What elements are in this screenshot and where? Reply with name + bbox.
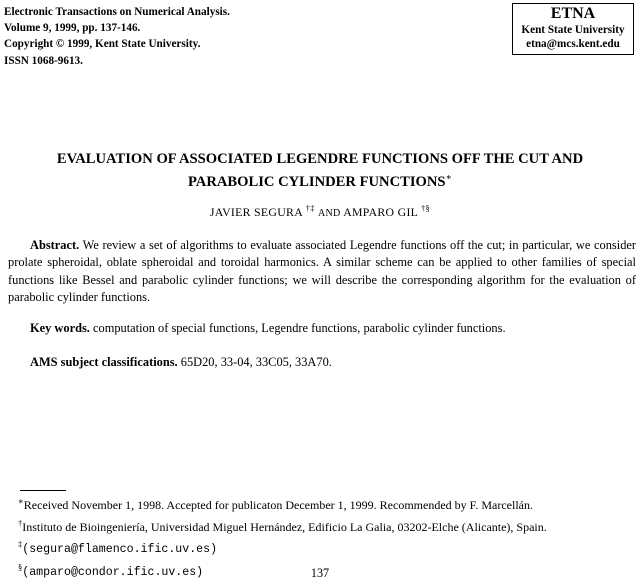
ams-text: 65D20, 33-04, 33C05, 33A70. <box>180 355 332 369</box>
authors <box>0 203 640 220</box>
abstract <box>8 237 636 307</box>
ams-label: AMS subject classifications. <box>30 355 178 369</box>
footnote-email-segura <box>18 536 547 559</box>
footnote-email-gil-mark: § <box>18 561 23 572</box>
authors-and: AND <box>318 207 341 219</box>
paper-title-line1: EVALUATION OF ASSOCIATED LEGENDRE FUNCTIONS OFF THE CUT AND <box>56 151 584 167</box>
keywords-text: computation of special functions, Legendre functions, parabolic cylinder functions. <box>93 321 506 335</box>
footnote-institute <box>18 515 547 537</box>
author-segura: JAVIER SEGURA <box>209 204 303 219</box>
etna-university: Kent State University <box>521 24 625 36</box>
journal-copyright: Copyright © 1999, Kent State University. <box>4 38 201 51</box>
author-segura-marks: †‡ <box>305 203 315 213</box>
email-gil: (amparo@condor.ific.uv.es) <box>22 565 204 579</box>
footnote-received-text: Received November 1, 1998. Accepted for publicaton December 1, 1999. Recommended by F. Marcellán. <box>23 498 533 512</box>
author-gil: AMPARO GIL <box>343 204 418 219</box>
email-segura: (segura@flamenco.ific.uv.es) <box>22 543 218 557</box>
journal-info <box>4 4 230 69</box>
keywords <box>8 320 636 337</box>
author-gil-marks: †§ <box>421 203 431 213</box>
keywords-label: Key words. <box>30 321 90 335</box>
paper-title-line2 <box>0 169 640 192</box>
title-footnote-mark: ∗ <box>445 173 453 183</box>
footnote-received <box>18 493 547 515</box>
etna-box <box>512 3 634 55</box>
abstract-text: We review a set of algorithms to evaluate associated Legendre functions off the cut; in particular, we consider prolate spheroidal, oblate spheroidal and toroidal harmonics. A similar scheme can be applied to other families of special functions like Bessel and parabolic cylinder functions; we will describe the corresponding algorithm for the evaluation of parabolic cylinder functions. <box>8 238 637 305</box>
footnote-institute-mark: † <box>18 517 23 528</box>
footnote-divider <box>20 490 66 491</box>
paper-title <box>0 150 640 192</box>
footnote-email-segura-mark: ‡ <box>18 539 23 550</box>
page-number: 137 <box>310 566 330 580</box>
etna-email: etna@mcs.kent.edu <box>526 38 620 50</box>
etna-title: ETNA <box>550 5 596 22</box>
journal-issn: ISSN 1068-9613. <box>4 54 83 67</box>
footnote-institute-text: Instituto de Bioingeniería, Universidad Miguel Hernández, Edificio La Galia, 03202-Elche (Alicante), Spain. <box>22 519 547 534</box>
ams-classifications <box>8 354 636 371</box>
journal-name: Electronic Transactions on Numerical Analysis. <box>4 6 230 18</box>
journal-volume: Volume 9, 1999, pp. 137-146. <box>4 22 141 35</box>
paper-title-line2-text: PARABOLIC CYLINDER FUNCTIONS <box>187 173 446 190</box>
footnote-received-mark: ∗ <box>18 496 24 506</box>
abstract-label: Abstract. <box>30 238 80 252</box>
